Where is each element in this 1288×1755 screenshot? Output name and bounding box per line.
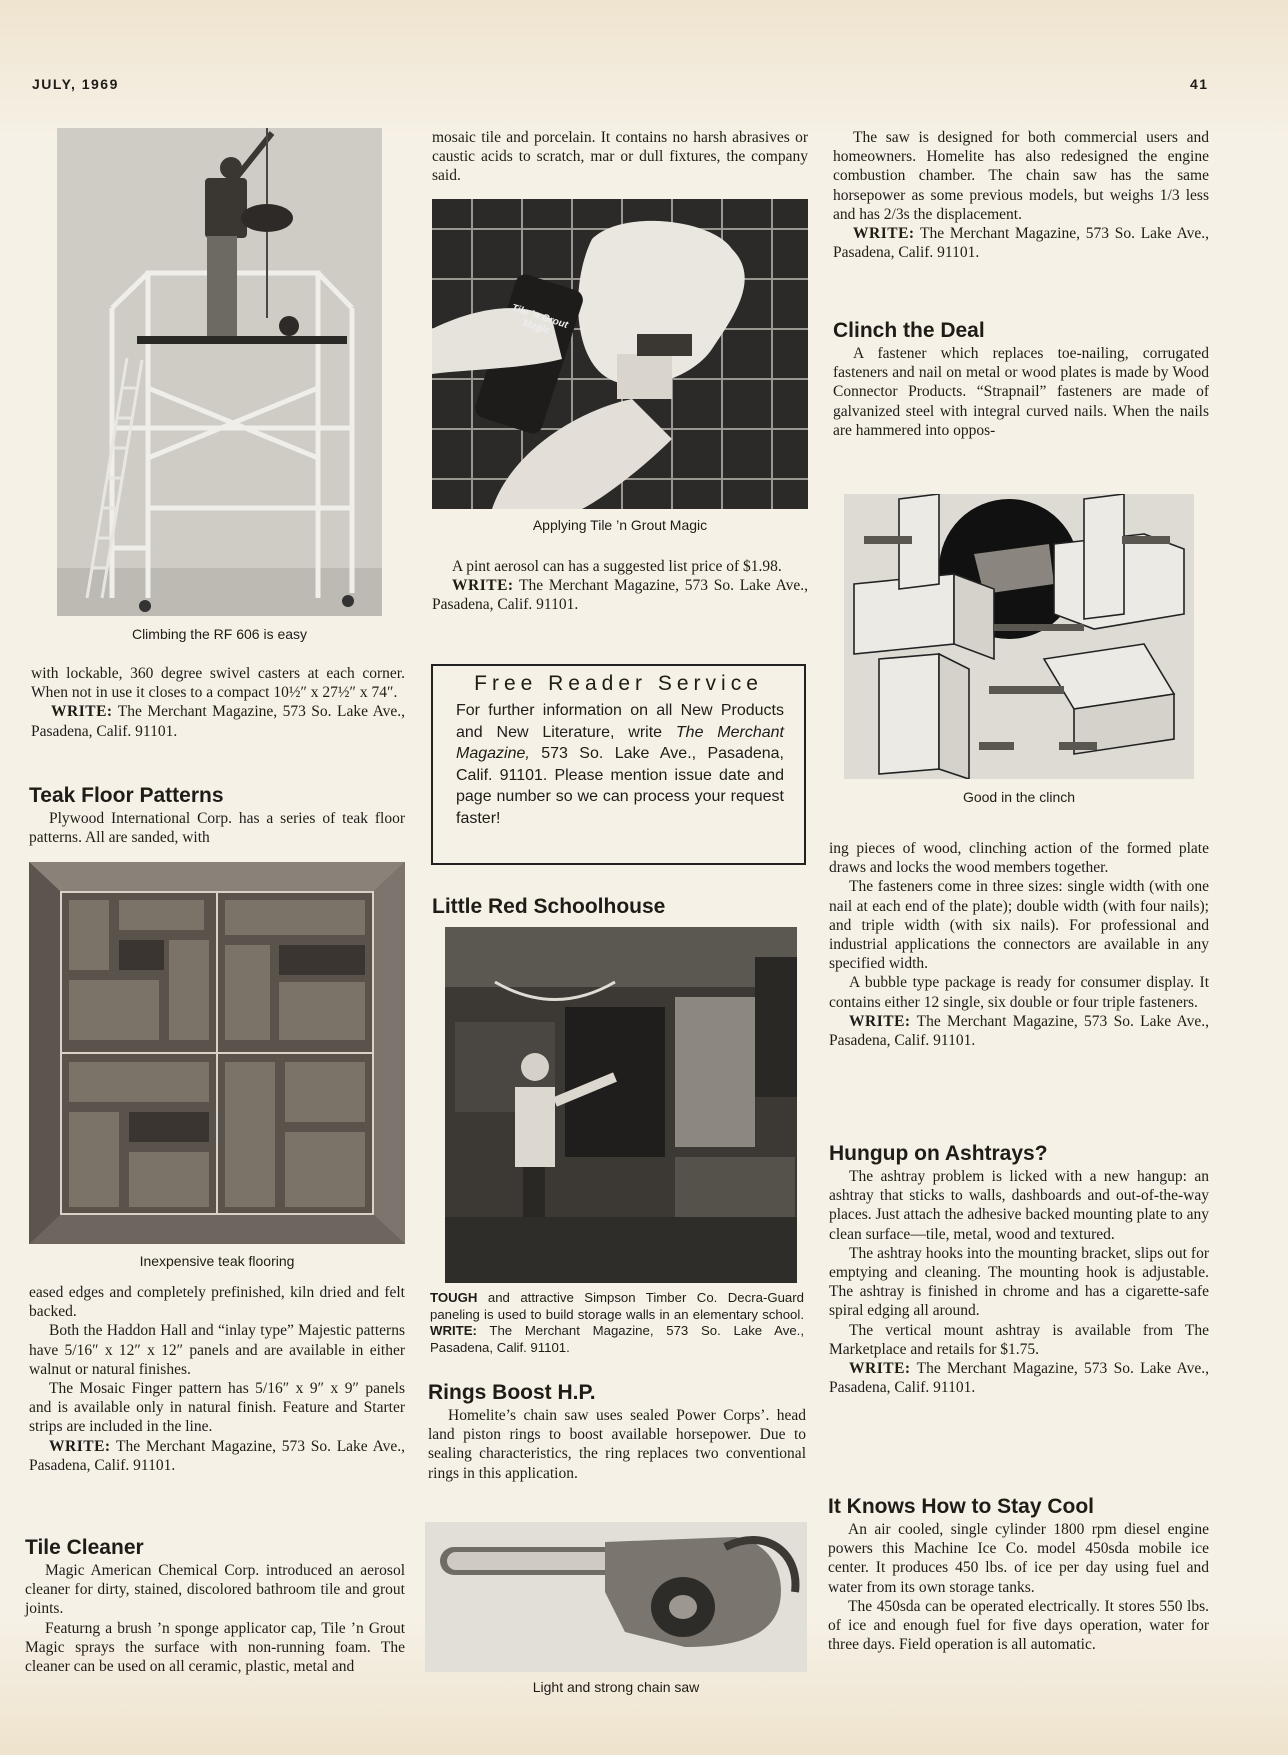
clinch-paragraph-4: A bubble type package is ready for consumer display. It contains either 12 single, six double or four triple fasteners. [829, 974, 1209, 1011]
tile-cleaner-headline: Tile Cleaner [25, 1536, 144, 1559]
casters-paragraph: with lockable, 360 degree swivel casters at each corner. When not in use it closes to a compact 10½″ x 27½″ x 74″. [31, 665, 405, 702]
rings-article [428, 1380, 806, 1483]
rings-headline: Rings Boost H.P. [428, 1381, 596, 1404]
reader-service-magazine: The Merchant Magazine, [456, 723, 784, 762]
tile-spray-illustration [432, 199, 808, 509]
write-line [833, 224, 1209, 262]
ashtray-paragraph-3: The vertical mount ashtray is available from The Marketplace and retails for $1.75. [829, 1321, 1209, 1358]
chain-saw-caption: Light and strong chain saw [532, 1679, 700, 1695]
ice-machine-article [828, 1494, 1209, 1654]
tile-cleaner-paragraph-2: Featurng a brush ’n sponge applicator cap, Tile ’n Grout Magic sprays the surface with non-running foam. The cleaner can be used on all ceramic, plastic, metal and [25, 1619, 405, 1676]
write-line [829, 1359, 1209, 1397]
tile-cleaner-photo [432, 199, 808, 509]
teak-intro: Plywood International Corp. has a series of teak floor patterns. All are sanded, with [29, 810, 405, 847]
write-line [432, 576, 808, 614]
ashtray-paragraph-1: The ashtray problem is licked with a new hangup: an ashtray that sticks to walls, dashboards and out-of-the-way places. Just attach the adhesive backed mounting plate to any clean surface—tile, metal, wood and textured. [829, 1168, 1209, 1243]
scaffold-article-continued [31, 664, 405, 741]
ice-machine-paragraph-1: An air cooled, single cylinder 1800 rpm diesel engine powers this Machine Ice Co. model 450sda mobile ice center. It produces 450 lbs. of ice per day using fuel and water from its own storage tanks. [828, 1521, 1209, 1596]
write-line [31, 702, 405, 740]
saw-paragraph: The saw is designed for both commercial users and homeowners. Homelite has also redesigned the engine combustion chamber. The chain saw has the same horsepower as some previous models, but weighs 1/3 less and has 2/3s the displacement. [833, 129, 1209, 223]
write-label: WRITE: [452, 577, 514, 595]
free-reader-service-box [431, 664, 806, 865]
write-address: The Merchant Magazine, 573 So. Lake Ave., Pasadena, Calif. 91101. [31, 703, 405, 740]
ashtray-headline: Hungup on Ashtrays? [829, 1142, 1048, 1165]
parquet-illustration [29, 862, 405, 1244]
clinch-paragraph-2: ing pieces of wood, clinching action of the formed plate draws and locks the wood members together. [829, 840, 1209, 877]
write-address: The Merchant Magazine, 573 So. Lake Ave., Pasadena, Calif. 91101. [432, 577, 808, 614]
chain-saw-photo [425, 1522, 807, 1672]
fastener-caption: Good in the clinch [962, 789, 1076, 805]
ashtray-article [829, 1141, 1209, 1397]
write-line [29, 1437, 405, 1475]
caption-text: and attractive Simpson Timber Co. Decra-Guard paneling is used to build storage walls in an elementary school. [430, 1290, 804, 1322]
write-label: WRITE: [853, 225, 915, 243]
schoolhouse-photo [445, 927, 797, 1283]
ashtray-paragraph-2: The ashtray hooks into the mounting bracket, slips out for emptying and cleaning. The mounting hook is adjustable. The ashtray is finished in chrome and has a cigarette-safe spiral edging all around. [829, 1244, 1209, 1320]
caption-lead-word: TOUGH [430, 1290, 478, 1305]
write-line [829, 1012, 1209, 1050]
write-address: The Merchant Magazine, 573 So. Lake Ave., Pasadena, Calif. 91101. [833, 225, 1209, 262]
tile-cleaner-article [25, 1535, 405, 1676]
write-label: WRITE: [51, 703, 113, 721]
reader-service-text-b: 573 So. Lake Ave., Pasadena, Calif. 91101. Please mention issue date and page number so we can process your request faster! [456, 745, 784, 827]
issue-date: JULY, 1969 [32, 76, 119, 92]
classroom-illustration [445, 927, 797, 1283]
reader-service-body [456, 700, 784, 829]
ice-machine-headline: It Knows How to Stay Cool [828, 1495, 1094, 1518]
clinch-paragraph-1: A fastener which replaces toe-nailing, corrugated fasteners and nail on metal or wood plates is made by Wood Connector Products. “Strapnail” fasteners are made of galvanized steel with integral curved nails. When the nails are hammered into oppos- [833, 345, 1209, 439]
page-number: 41 [1190, 76, 1209, 92]
ice-machine-paragraph-2: The 450sda can be operated electrically. It stores 550 lbs. of ice and enough fuel for five days operation, water for three days. Field operation is all automatic. [828, 1597, 1209, 1654]
price-paragraph: A pint aerosol can has a suggested list price of $1.98. [452, 558, 782, 575]
write-label: WRITE: [849, 1360, 911, 1378]
write-address: The Merchant Magazine, 573 So. Lake Ave., Pasadena, Calif. 91101. [829, 1360, 1209, 1397]
scaffold-illustration [57, 128, 382, 616]
teak-flooring-photo [29, 862, 405, 1244]
clinch-headline: Clinch the Deal [833, 319, 985, 342]
clinch-paragraph-3: The fasteners come in three sizes: single width (with one nail at each end of the plate); double width (with four nails); and triple width (with six nails). For professional and industrial applications the connectors are available in any specified width. [829, 878, 1209, 973]
reader-service-text-a: For further information on all New Products and New Literature, write [456, 702, 784, 741]
scaffold-photo [57, 128, 382, 616]
teak-caption: Inexpensive teak flooring [139, 1253, 295, 1269]
tile-cleaner-continued [432, 128, 808, 186]
write-address: The Merchant Magazine, 573 So. Lake Ave., Pasadena, Calif. 91101. [29, 1437, 405, 1474]
fastener-diagram-photo [844, 494, 1194, 779]
tile-cleaner-paragraph-3: mosaic tile and porcelain. It contains no harsh abrasives or caustic acids to scratch, mar or dull fixtures, the company said. [432, 129, 808, 185]
chain-saw-article-continued [833, 128, 1209, 262]
teak-paragraph-2: eased edges and completely prefinished, kiln dried and felt backed. [29, 1284, 405, 1321]
rings-paragraph: Homelite’s chain saw uses sealed Power Corps’. head land piston rings to boost available horsepower. Due to sealing characteristics, the ring replaces two conventional rings in this application. [428, 1407, 806, 1482]
tile-cleaner-paragraph-1: Magic American Chemical Corp. introduced an aerosol cleaner for dirty, stained, discolored bathroom tile and grout joints. [25, 1562, 405, 1618]
write-label: WRITE: [849, 1012, 911, 1030]
reader-service-title: Free Reader Service [474, 672, 763, 695]
teak-paragraph-4: The Mosaic Finger pattern has 5/16″ x 9″ x 9″ panels and is available only in natural finish. Feature and Starter strips are included in the line. [29, 1380, 405, 1436]
write-address: The Merchant Magazine, 573 So. Lake Ave., Pasadena, Calif. 91101. [829, 1012, 1209, 1050]
caption-write-label: WRITE: [430, 1323, 477, 1338]
teak-headline: Teak Floor Patterns [29, 784, 224, 807]
teak-paragraph-3: Both the Haddon Hall and “inlay type” Majestic patterns have 5/16″ x 12″ x 12″ panels and are available in either walnut or natural finishes. [29, 1322, 405, 1378]
tile-cleaner-price [432, 557, 808, 615]
schoolhouse-headline: Little Red Schoolhouse [432, 895, 666, 918]
write-label: WRITE: [49, 1437, 111, 1455]
clinch-article-continued [829, 839, 1209, 1050]
fastener-illustration [844, 494, 1194, 779]
scaffold-caption: Climbing the RF 606 is easy [131, 626, 308, 642]
caption-address: The Merchant Magazine, 573 So. Lake Ave., Pasadena, Calif. 91101. [430, 1323, 804, 1355]
chain-saw-illustration [425, 1522, 807, 1672]
aerosol-can-label: Tile ’n Grout Magic [510, 302, 570, 337]
clinch-article [833, 318, 1209, 440]
schoolhouse-caption [430, 1290, 804, 1356]
tile-cleaner-caption: Applying Tile ’n Grout Magic [532, 517, 708, 533]
teak-article-continued [29, 1283, 405, 1475]
teak-article [29, 783, 405, 847]
